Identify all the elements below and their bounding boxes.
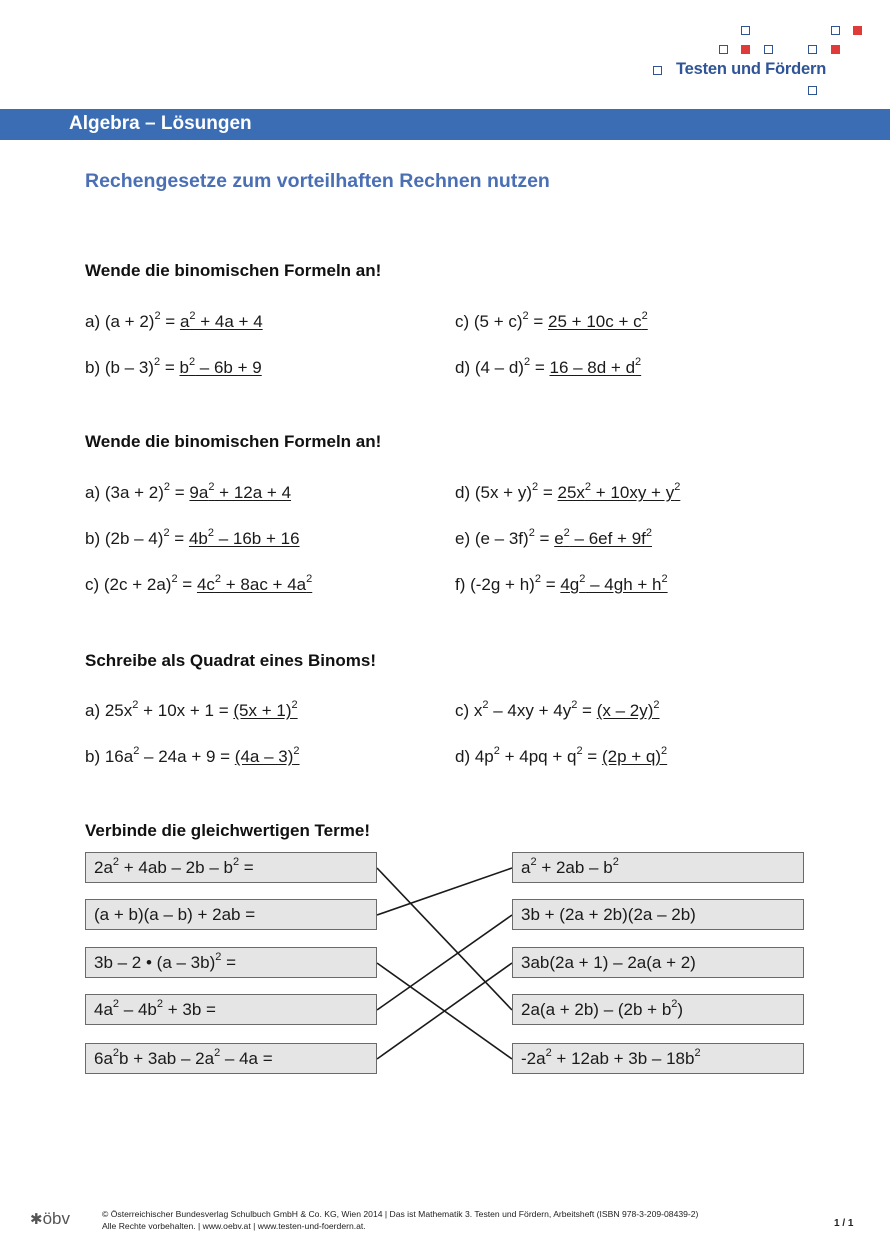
term-box-left-3[interactable]: 3b – 2 • (a – 3b)$^2$ = xyxy=(85,947,377,978)
exercise-1d: d) $(4 - d)^2 = 16 - 8d + d^2$ xyxy=(455,356,642,377)
page-number: 1 / 1 xyxy=(834,1218,854,1229)
term-box-left-5[interactable]: $6a^2b + 3ab - 2a^2 - 4a$ = xyxy=(85,1043,377,1074)
exercise-3a: a) $25x^2 + 10x + 1 = (5x + 1)^2$ xyxy=(85,699,298,720)
term-box-left-4[interactable]: $4a^2 - 4b^2 + 3b$ = xyxy=(85,994,377,1025)
term-box-right-5[interactable]: $-2a^2 + 12ab + 3b - 18b^2$ xyxy=(512,1043,804,1074)
exercise-3b: b) $16a^2 - 24a + 9 = (4a - 3)^2$ xyxy=(85,745,300,766)
exercise-3c: c) $x^2 - 4xy + 4y^2 = (x - 2y)^2$ xyxy=(455,699,660,720)
exercise-1c: c) $(5 + c)^2 = 25 + 10c + c^2$ xyxy=(455,310,648,331)
term-box-left-2[interactable]: (a + b)(a – b) + 2ab = xyxy=(85,899,377,930)
exercise-1a: a) $(a + 2)^2 = a^2 + 4a + 4$ xyxy=(85,310,263,331)
section2-title: Wende die binomischen Formeln an! xyxy=(85,432,382,451)
exercise-2a: a) $(3a + 2)^2 = 9a^2 + 12a + 4$ xyxy=(85,481,292,502)
exercise-2c: c) $(2c + 2a)^2 = 4c^2 + 8ac + 4a^2$ xyxy=(85,573,313,594)
term-box-right-2[interactable]: 3b + (2a + 2b)(2a – 2b) xyxy=(512,899,804,930)
page-subtitle: Rechengesetze zum vorteilhaften Rechnen nutzen xyxy=(85,170,550,192)
term-box-left-1[interactable]: $2a^2 + 4ab - 2b - b^2$ = xyxy=(85,852,377,883)
logo-text: Testen und Fördern xyxy=(676,60,827,78)
publisher-logo: ✱öbv xyxy=(30,1209,70,1228)
connection-line xyxy=(377,868,512,1010)
page-title: Algebra – Lösungen xyxy=(69,113,252,134)
footer-copyright: © Österreichischer Bundesverlag Schulbuch GmbH & Co. KG, Wien 2014 | Das ist Mathematik 3. Testen und Fördern, Arbeitsheft (ISBN 978-3-209-08439-2) Alle Rechte vorbehalten. | www.oebv.at | www.testen-und-foerdern.at. xyxy=(102,1209,699,1231)
star-icon: ✱ xyxy=(30,1211,43,1228)
term-box-right-3[interactable]: 3ab(2a + 1) – 2a(a + 2) xyxy=(512,947,804,978)
exercise-2b: b) $(2b - 4)^2 = 4b^2 - 16b + 16$ xyxy=(85,527,300,548)
exercise-3d: d) $4p^2 + 4pq + q^2 = (2p + q)^2$ xyxy=(455,745,668,766)
term-box-right-4[interactable]: $2a(a + 2b) - (2b + b^2)$ xyxy=(512,994,804,1025)
exercise-2f: f) $(-2g + h)^2 = 4g^2 - 4gh + h^2$ xyxy=(455,573,668,594)
exercise-1b: b) $(b - 3)^2 = b^2 - 6b + 9$ xyxy=(85,356,262,377)
term-box-right-1[interactable]: $a^2 + 2ab - b^2$ xyxy=(512,852,804,883)
connection-line xyxy=(377,915,512,1010)
connection-line xyxy=(377,868,512,915)
section4-title: Verbinde die gleichwertigen Terme! xyxy=(85,821,370,840)
section1-title: Wende die binomischen Formeln an! xyxy=(85,261,382,280)
exercise-2e: e) $(e - 3f)^2 = e^2 - 6ef + 9f^2$ xyxy=(455,527,653,548)
exercise-2d: d) $(5x + y)^2 = 25x^2 + 10xy + y^2$ xyxy=(455,481,681,502)
section3-title: Schreibe als Quadrat eines Binoms! xyxy=(85,651,376,670)
